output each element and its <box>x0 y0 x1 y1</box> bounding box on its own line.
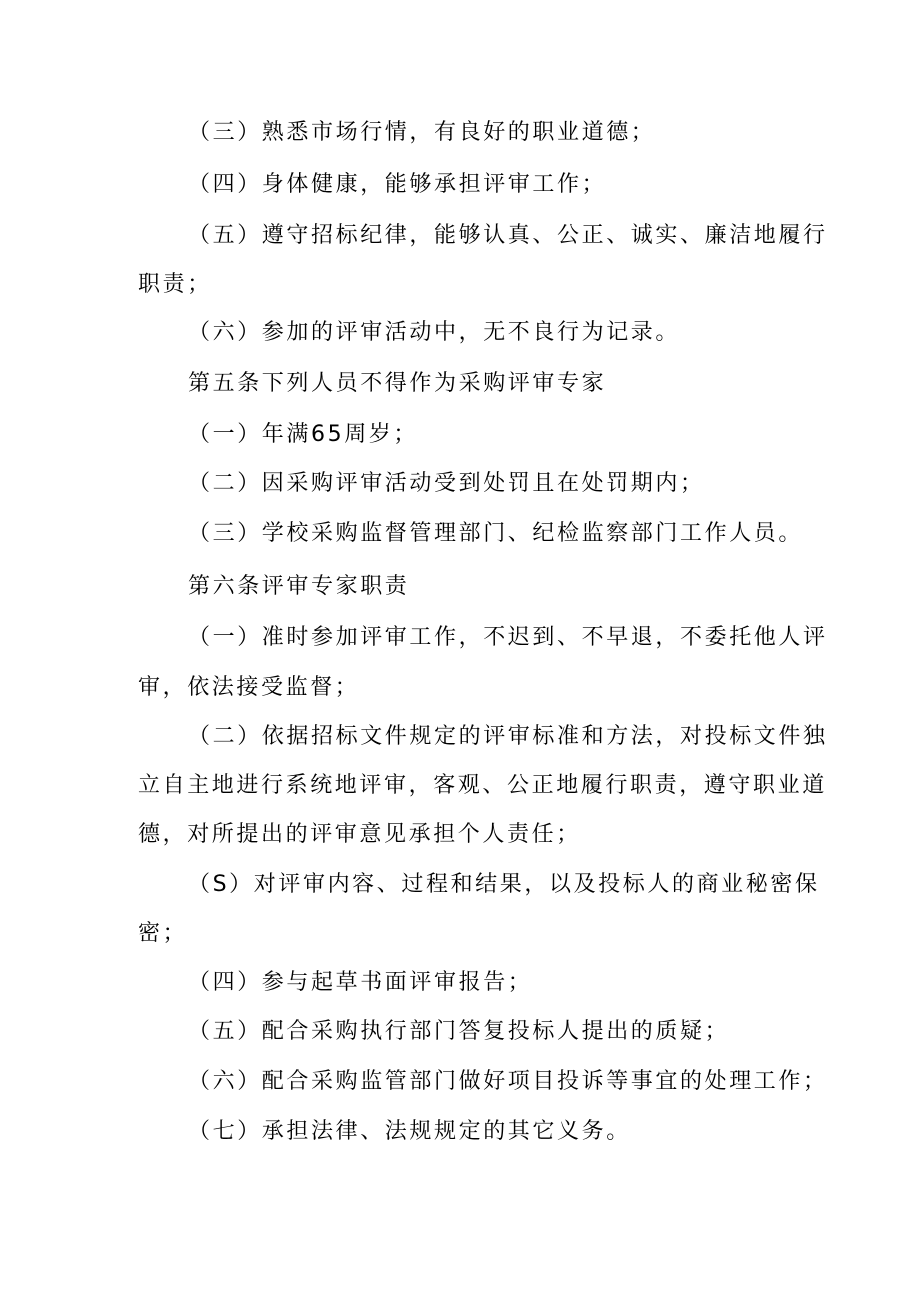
paragraph-line: （四）参与起草书面评审报告； <box>188 970 533 995</box>
paragraph-line: （S）对评审内容、过程和结果，以及投标人的商业秘密保 <box>188 872 820 897</box>
paragraph-line: （二）因采购评审活动受到处罚且在处罚期内； <box>188 471 705 496</box>
paragraph-line: （四）身体健康，能够承担评审工作； <box>188 172 607 197</box>
paragraph-line: （三）熟悉市场行情，有良好的职业道德； <box>188 120 656 145</box>
paragraph-line: 密； <box>138 921 188 946</box>
paragraph-line: （三）学校采购监督管理部门、纪检监察部门工作人员。 <box>188 521 804 546</box>
article-heading: 第五条下列人员不得作为采购评审专家 <box>188 371 607 396</box>
paragraph-line: （二）依据招标文件规定的评审标准和方法，对投标文件独 <box>188 724 828 749</box>
paragraph-line: （七）承担法律、法规规定的其它义务。 <box>188 1119 631 1144</box>
paragraph-line: （六）配合采购监管部门做好项目投诉等事宜的处理工作； <box>188 1069 828 1094</box>
paragraph-line: 立自主地进行系统地评审，客观、公正地履行职责，遵守职业道 <box>138 773 827 798</box>
paragraph-line: （五）遵守招标纪律，能够认真、公正、诚实、廉洁地履行 <box>188 223 828 248</box>
paragraph-line: 职责； <box>138 272 212 297</box>
paragraph-line: （一）年满65周岁； <box>188 422 418 447</box>
paragraph-line: 德，对所提出的评审意见承担个人责任； <box>138 822 581 847</box>
paragraph-line: （六）参加的评审活动中，无不良行为记录。 <box>188 320 681 345</box>
article-heading: 第六条评审专家职责 <box>188 574 410 599</box>
paragraph-line: （五）配合采购执行部门答复投标人提出的质疑； <box>188 1019 730 1044</box>
paragraph-line: 审，依法接受监督； <box>138 675 360 700</box>
paragraph-line: （一）准时参加评审工作，不迟到、不早退，不委托他人评 <box>188 625 828 650</box>
